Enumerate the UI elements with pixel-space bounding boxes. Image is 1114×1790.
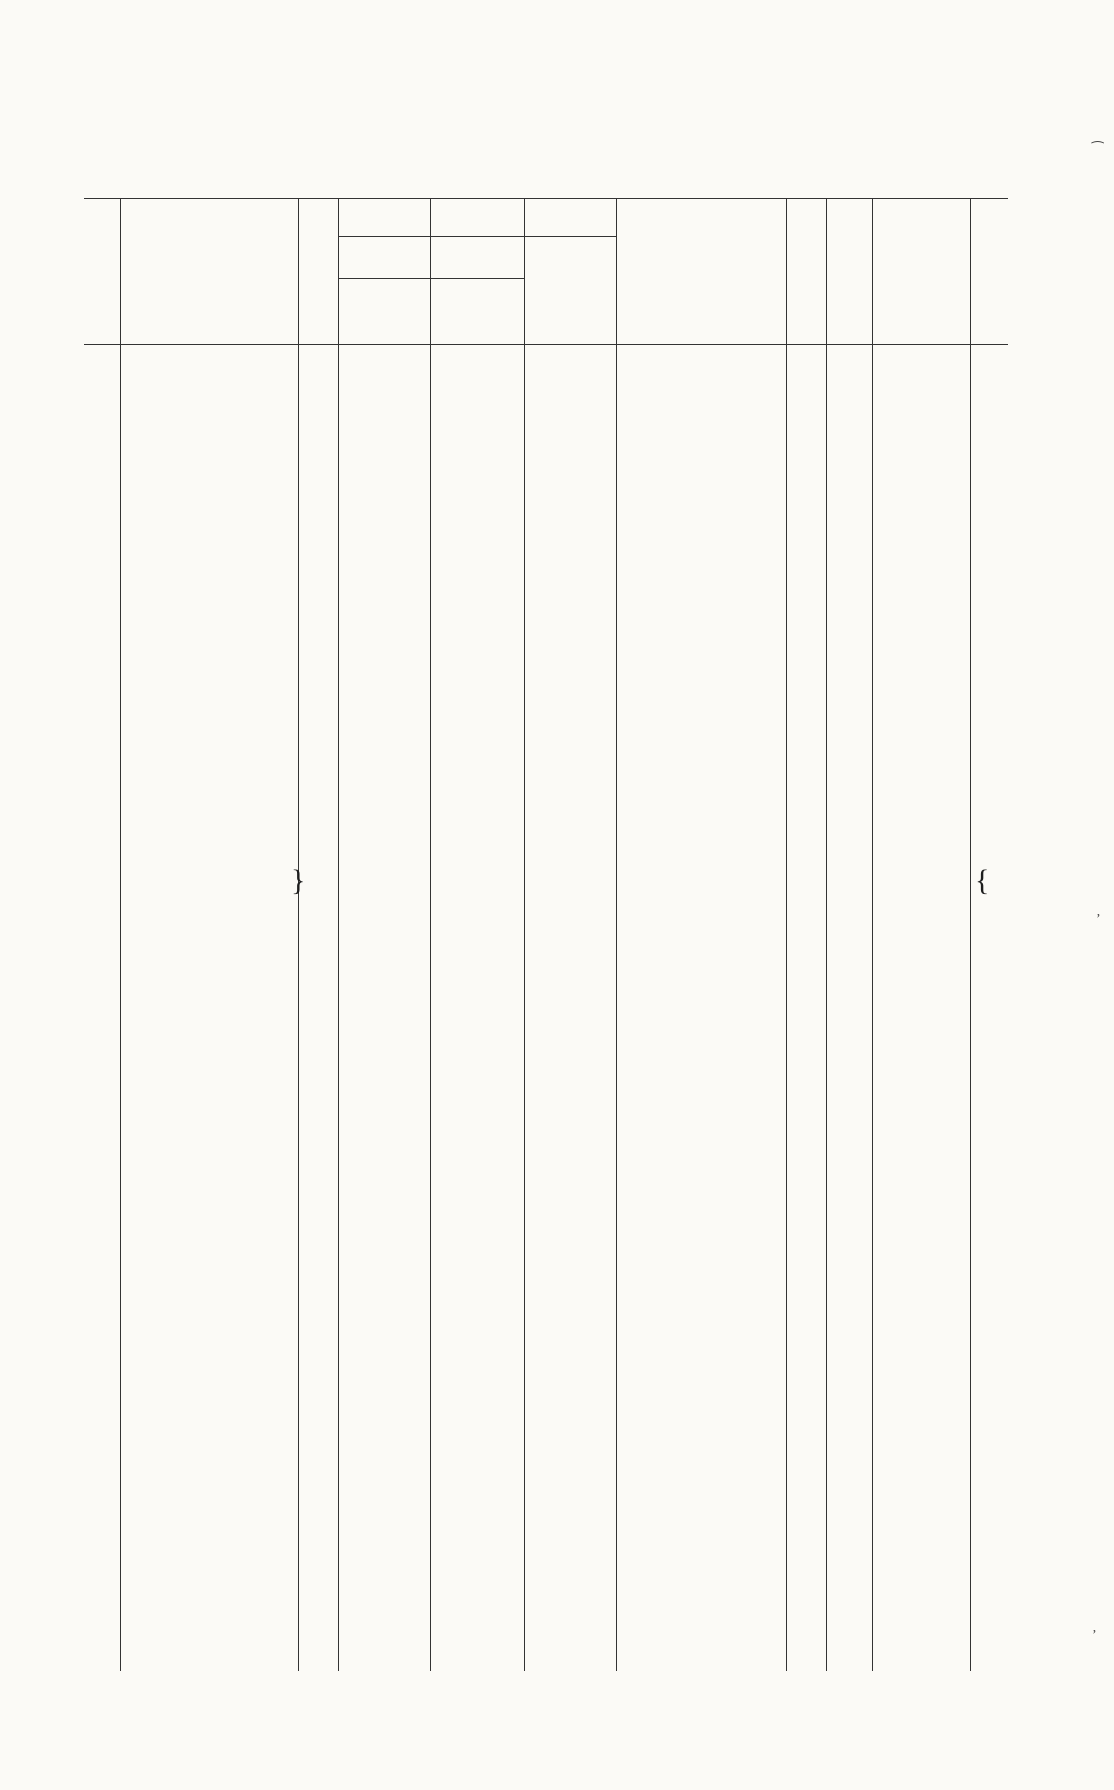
margin-mark: ʼ [1096, 912, 1101, 927]
col-rule [616, 198, 617, 1671]
salaries-rule [338, 278, 524, 279]
col-rule [826, 198, 827, 1671]
header-dist [91, 206, 113, 346]
margin-mark: ʼ [1092, 1628, 1097, 1643]
col-rule [298, 198, 299, 1671]
footnotes [0, 1678, 1114, 1694]
brace-mark: { [975, 864, 990, 897]
margin-mark: ⁀ [1092, 143, 1104, 158]
header-top-rule [84, 198, 1008, 199]
header-bottom-rule [84, 344, 1008, 345]
header-attendance [974, 210, 1004, 350]
brace-mark: } [291, 864, 306, 897]
col-rule [786, 198, 787, 1671]
col-rule [338, 198, 339, 1671]
maintenance-rule [338, 236, 616, 237]
col-rule [524, 198, 525, 1671]
col-rule [120, 198, 121, 1671]
header-classification [795, 226, 817, 326]
col-rule [970, 198, 971, 1671]
col-rule [430, 198, 431, 1671]
header-sep [307, 206, 329, 346]
col-rule [872, 198, 873, 1671]
header-position [838, 226, 860, 326]
